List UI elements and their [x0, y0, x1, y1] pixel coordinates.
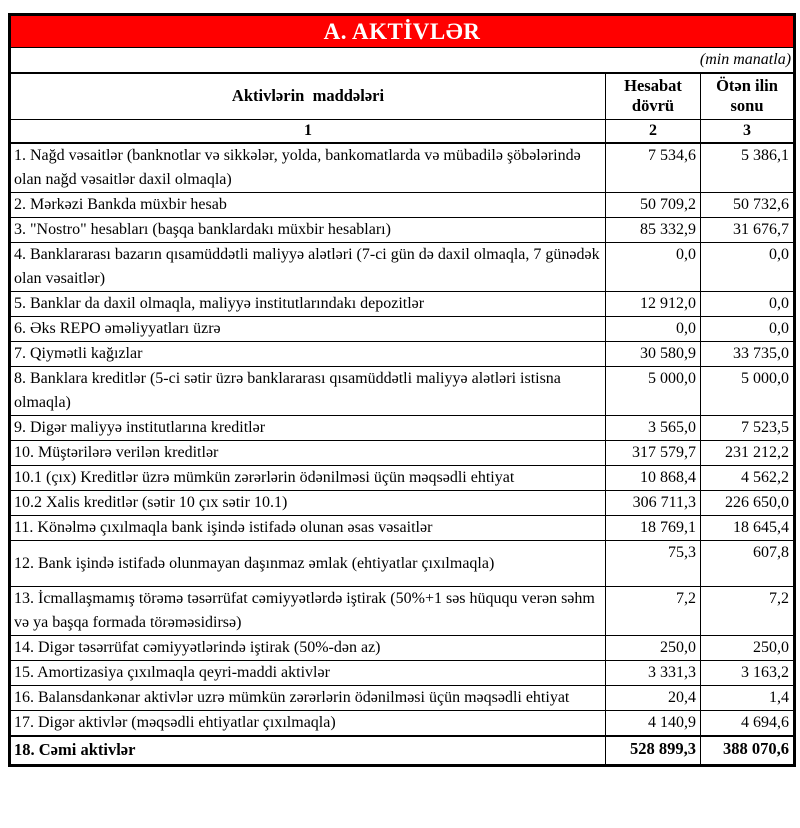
table-row [10, 736, 795, 765]
row-previous-value: 388 070,6 [701, 736, 795, 765]
row-current-value: 317 579,7 [606, 441, 701, 466]
row-current-value: 10 868,4 [606, 466, 701, 491]
row-current-value: 3 331,3 [606, 661, 701, 686]
table-row [10, 711, 795, 737]
row-label: 12. Bank işində istifadə olunmayan daşınmaz əmlak (ehtiyatlar çıxılmaqla) [10, 541, 606, 587]
row-current-value: 7,2 [606, 587, 701, 636]
row-label: 2. Mərkəzi Bankda müxbir hesab [10, 193, 606, 218]
row-previous-value: 31 676,7 [701, 218, 795, 243]
row-previous-value: 5 386,1 [701, 143, 795, 193]
row-previous-value: 4 562,2 [701, 466, 795, 491]
table-row [10, 686, 795, 711]
row-previous-value: 7,2 [701, 587, 795, 636]
table-row [10, 367, 795, 416]
row-label: 10.2 Xalis kreditlər (sətir 10 çıx sətir 10.1) [10, 491, 606, 516]
table-row [10, 636, 795, 661]
table-row [10, 587, 795, 636]
row-previous-value: 18 645,4 [701, 516, 795, 541]
row-label: 3. "Nostro" hesabları (başqa banklardakı müxbir hesabları) [10, 218, 606, 243]
current-period-column-header: Hesabat dövrü [606, 73, 701, 119]
column-index-1: 1 [10, 119, 606, 143]
row-label: 7. Qiymətli kağızlar [10, 342, 606, 367]
column-index-row [10, 119, 795, 143]
row-label: 8. Banklara kreditlər (5-ci sətir üzrə banklararası qısamüddətli maliyyə alətləri istisna olmaqla) [10, 367, 606, 416]
row-label: 16. Balansdankənar aktivlər uzrə mümkün zərərlərin ödənilməsi üçün məqsədli ehtiyat [10, 686, 606, 711]
row-previous-value: 607,8 [701, 541, 795, 587]
table-row [10, 218, 795, 243]
row-previous-value: 4 694,6 [701, 711, 795, 737]
row-label: 9. Digər maliyyə institutlarına kreditlər [10, 416, 606, 441]
row-previous-value: 226 650,0 [701, 491, 795, 516]
row-current-value: 85 332,9 [606, 218, 701, 243]
row-previous-value: 7 523,5 [701, 416, 795, 441]
row-previous-value: 33 735,0 [701, 342, 795, 367]
row-current-value: 12 912,0 [606, 292, 701, 317]
row-current-value: 30 580,9 [606, 342, 701, 367]
row-previous-value: 250,0 [701, 636, 795, 661]
items-column-header: Aktivlərin maddələri [10, 73, 606, 119]
row-current-value: 528 899,3 [606, 736, 701, 765]
row-label: 10. Müştərilərə verilən kreditlər [10, 441, 606, 466]
table-row [10, 441, 795, 466]
table-row [10, 661, 795, 686]
row-previous-value: 50 732,6 [701, 193, 795, 218]
row-label: 1. Nağd vəsaitlər (banknotlar və sikkələr, yolda, bankomatlarda və mübadilə şöbələrində olan nağd vəsaitlər daxil olmaqla) [10, 143, 606, 193]
row-label: 4. Banklararası bazarın qısamüddətli maliyyə alətləri (7-ci gün də daxil olmaqla, 7 günədək olan vəsaitlər) [10, 243, 606, 292]
assets-table [8, 13, 796, 767]
column-header-row [10, 73, 795, 119]
row-label: 6. Əks REPO əməliyyatları üzrə [10, 317, 606, 342]
table-row [10, 342, 795, 367]
row-current-value: 306 711,3 [606, 491, 701, 516]
row-label: 13. İcmallaşmamış törəmə təsərrüfat cəmiyyətlərdə iştirak (50%+1 səs hüququ verən səhm və ya başqa formada törəməsidirsə) [10, 587, 606, 636]
column-index-2: 2 [606, 119, 701, 143]
table-row [10, 317, 795, 342]
table-row [10, 491, 795, 516]
row-current-value: 250,0 [606, 636, 701, 661]
row-previous-value: 0,0 [701, 243, 795, 292]
row-previous-value: 5 000,0 [701, 367, 795, 416]
row-label: 11. Könəlmə çıxılmaqla bank işində istifadə olunan əsas vəsaitlər [10, 516, 606, 541]
table-row [10, 516, 795, 541]
row-label: 5. Banklar da daxil olmaqla, maliyyə institutlarındakı depozitlər [10, 292, 606, 317]
row-current-value: 7 534,6 [606, 143, 701, 193]
previous-year-column-header: Ötən ilin sonu [701, 73, 795, 119]
row-previous-value: 1,4 [701, 686, 795, 711]
row-label: 15. Amortizasiya çıxılmaqla qeyri-maddi aktivlər [10, 661, 606, 686]
column-index-3: 3 [701, 119, 795, 143]
row-previous-value: 0,0 [701, 292, 795, 317]
row-current-value: 4 140,9 [606, 711, 701, 737]
table-row [10, 466, 795, 491]
row-current-value: 5 000,0 [606, 367, 701, 416]
row-current-value: 75,3 [606, 541, 701, 587]
unit-note-row [10, 48, 795, 74]
table-row [10, 193, 795, 218]
row-previous-value: 3 163,2 [701, 661, 795, 686]
table-body [10, 15, 795, 766]
row-current-value: 18 769,1 [606, 516, 701, 541]
section-title: A. AKTİVLƏR [10, 15, 795, 48]
table-row [10, 541, 795, 587]
unit-note: (min manatla) [10, 48, 795, 74]
row-current-value: 0,0 [606, 317, 701, 342]
row-current-value: 50 709,2 [606, 193, 701, 218]
table-row [10, 292, 795, 317]
row-previous-value: 231 212,2 [701, 441, 795, 466]
row-current-value: 20,4 [606, 686, 701, 711]
row-current-value: 0,0 [606, 243, 701, 292]
section-banner-row [10, 15, 795, 48]
table-row [10, 143, 795, 193]
row-label: 14. Digər təsərrüfat cəmiyyətlərində iştirak (50%-dən az) [10, 636, 606, 661]
table-row [10, 416, 795, 441]
row-previous-value: 0,0 [701, 317, 795, 342]
row-label: 17. Digər aktivlər (məqsədli ehtiyatlar çıxılmaqla) [10, 711, 606, 737]
table-row [10, 243, 795, 292]
row-label: 18. Cəmi aktivlər [10, 736, 606, 765]
row-current-value: 3 565,0 [606, 416, 701, 441]
row-label: 10.1 (çıx) Kreditlər üzrə mümkün zərərlərin ödənilməsi üçün məqsədli ehtiyat [10, 466, 606, 491]
